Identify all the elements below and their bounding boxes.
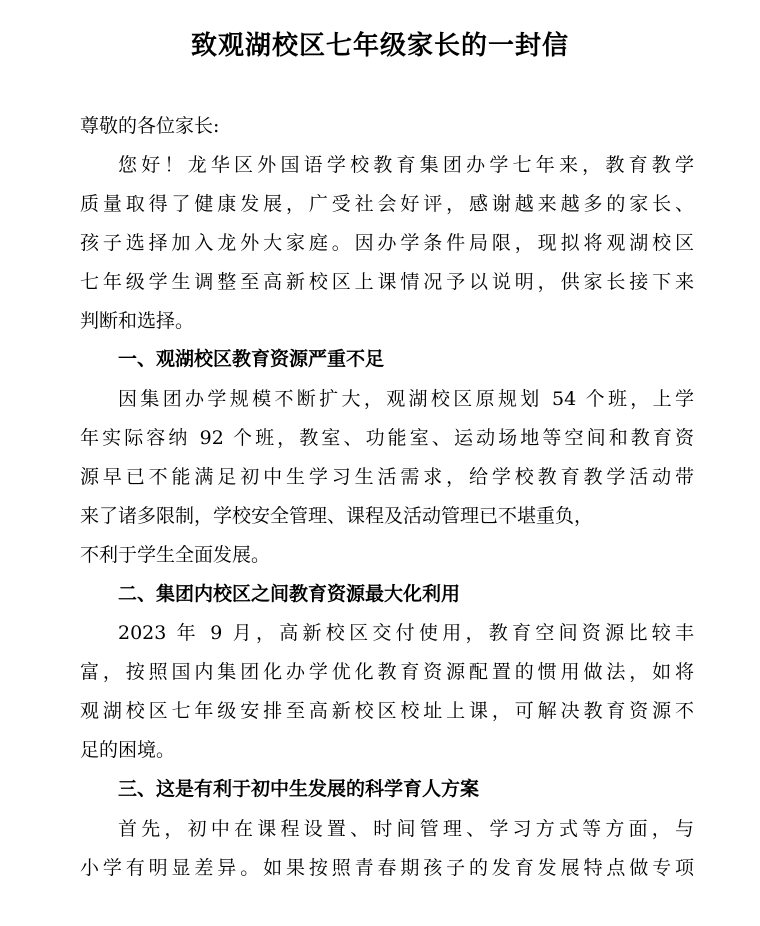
intro-line: 质量取得了健康发展，广受社会好评，感谢越来越多的家长、: [80, 193, 694, 215]
letter-title: 致观湖校区七年级家长的一封信: [190, 31, 569, 61]
section-line: 小学有明显差异。如果按照青春期孩子的发育发展特点做专项: [80, 857, 694, 879]
section-line: 不利于学生全面发展。: [80, 544, 271, 566]
section-line: 源早已不能满足初中生学习生活需求，给学校教育教学活动带: [80, 466, 694, 488]
salutation: 尊敬的各位家长:: [80, 115, 220, 137]
intro-line: 孩子选择加入龙外大家庭。因办学条件局限，现拟将观湖校区: [80, 232, 694, 254]
intro-line: 判断和选择。: [80, 310, 195, 332]
section-line: 足的困境。: [80, 739, 176, 761]
section-line: 首先，初中在课程设置、时间管理、学习方式等方面，与: [118, 818, 694, 840]
section-heading: 二、集团内校区之间教育资源最大化利用: [118, 583, 461, 605]
intro-line: 您好！龙华区外国语学校教育集团办学七年来，教育教学: [118, 154, 694, 176]
intro-line: 七年级学生调整至高新校区上课情况予以说明，供家长接下来: [80, 271, 694, 293]
section-line: 年实际容纳 92 个班，教室、功能室、运动场地等空间和教育资: [80, 427, 694, 449]
section-line: 来了诸多限制，学校安全管理、课程及活动管理已不堪重负，: [80, 505, 594, 527]
section-line: 富，按照国内集团化办学优化教育资源配置的惯用做法，如将: [80, 661, 694, 683]
section-line: 2023 年 9 月，高新校区交付使用，教育空间资源比较丰: [118, 622, 694, 644]
section-line: 观湖校区七年级安排至高新校区校址上课，可解决教育资源不: [80, 700, 694, 722]
section-heading: 三、这是有利于初中生发展的科学育人方案: [118, 778, 480, 800]
section-line: 因集团办学规模不断扩大，观湖校区原规划 54 个班，上学: [118, 388, 694, 410]
section-heading: 一、观湖校区教育资源严重不足: [118, 348, 385, 370]
